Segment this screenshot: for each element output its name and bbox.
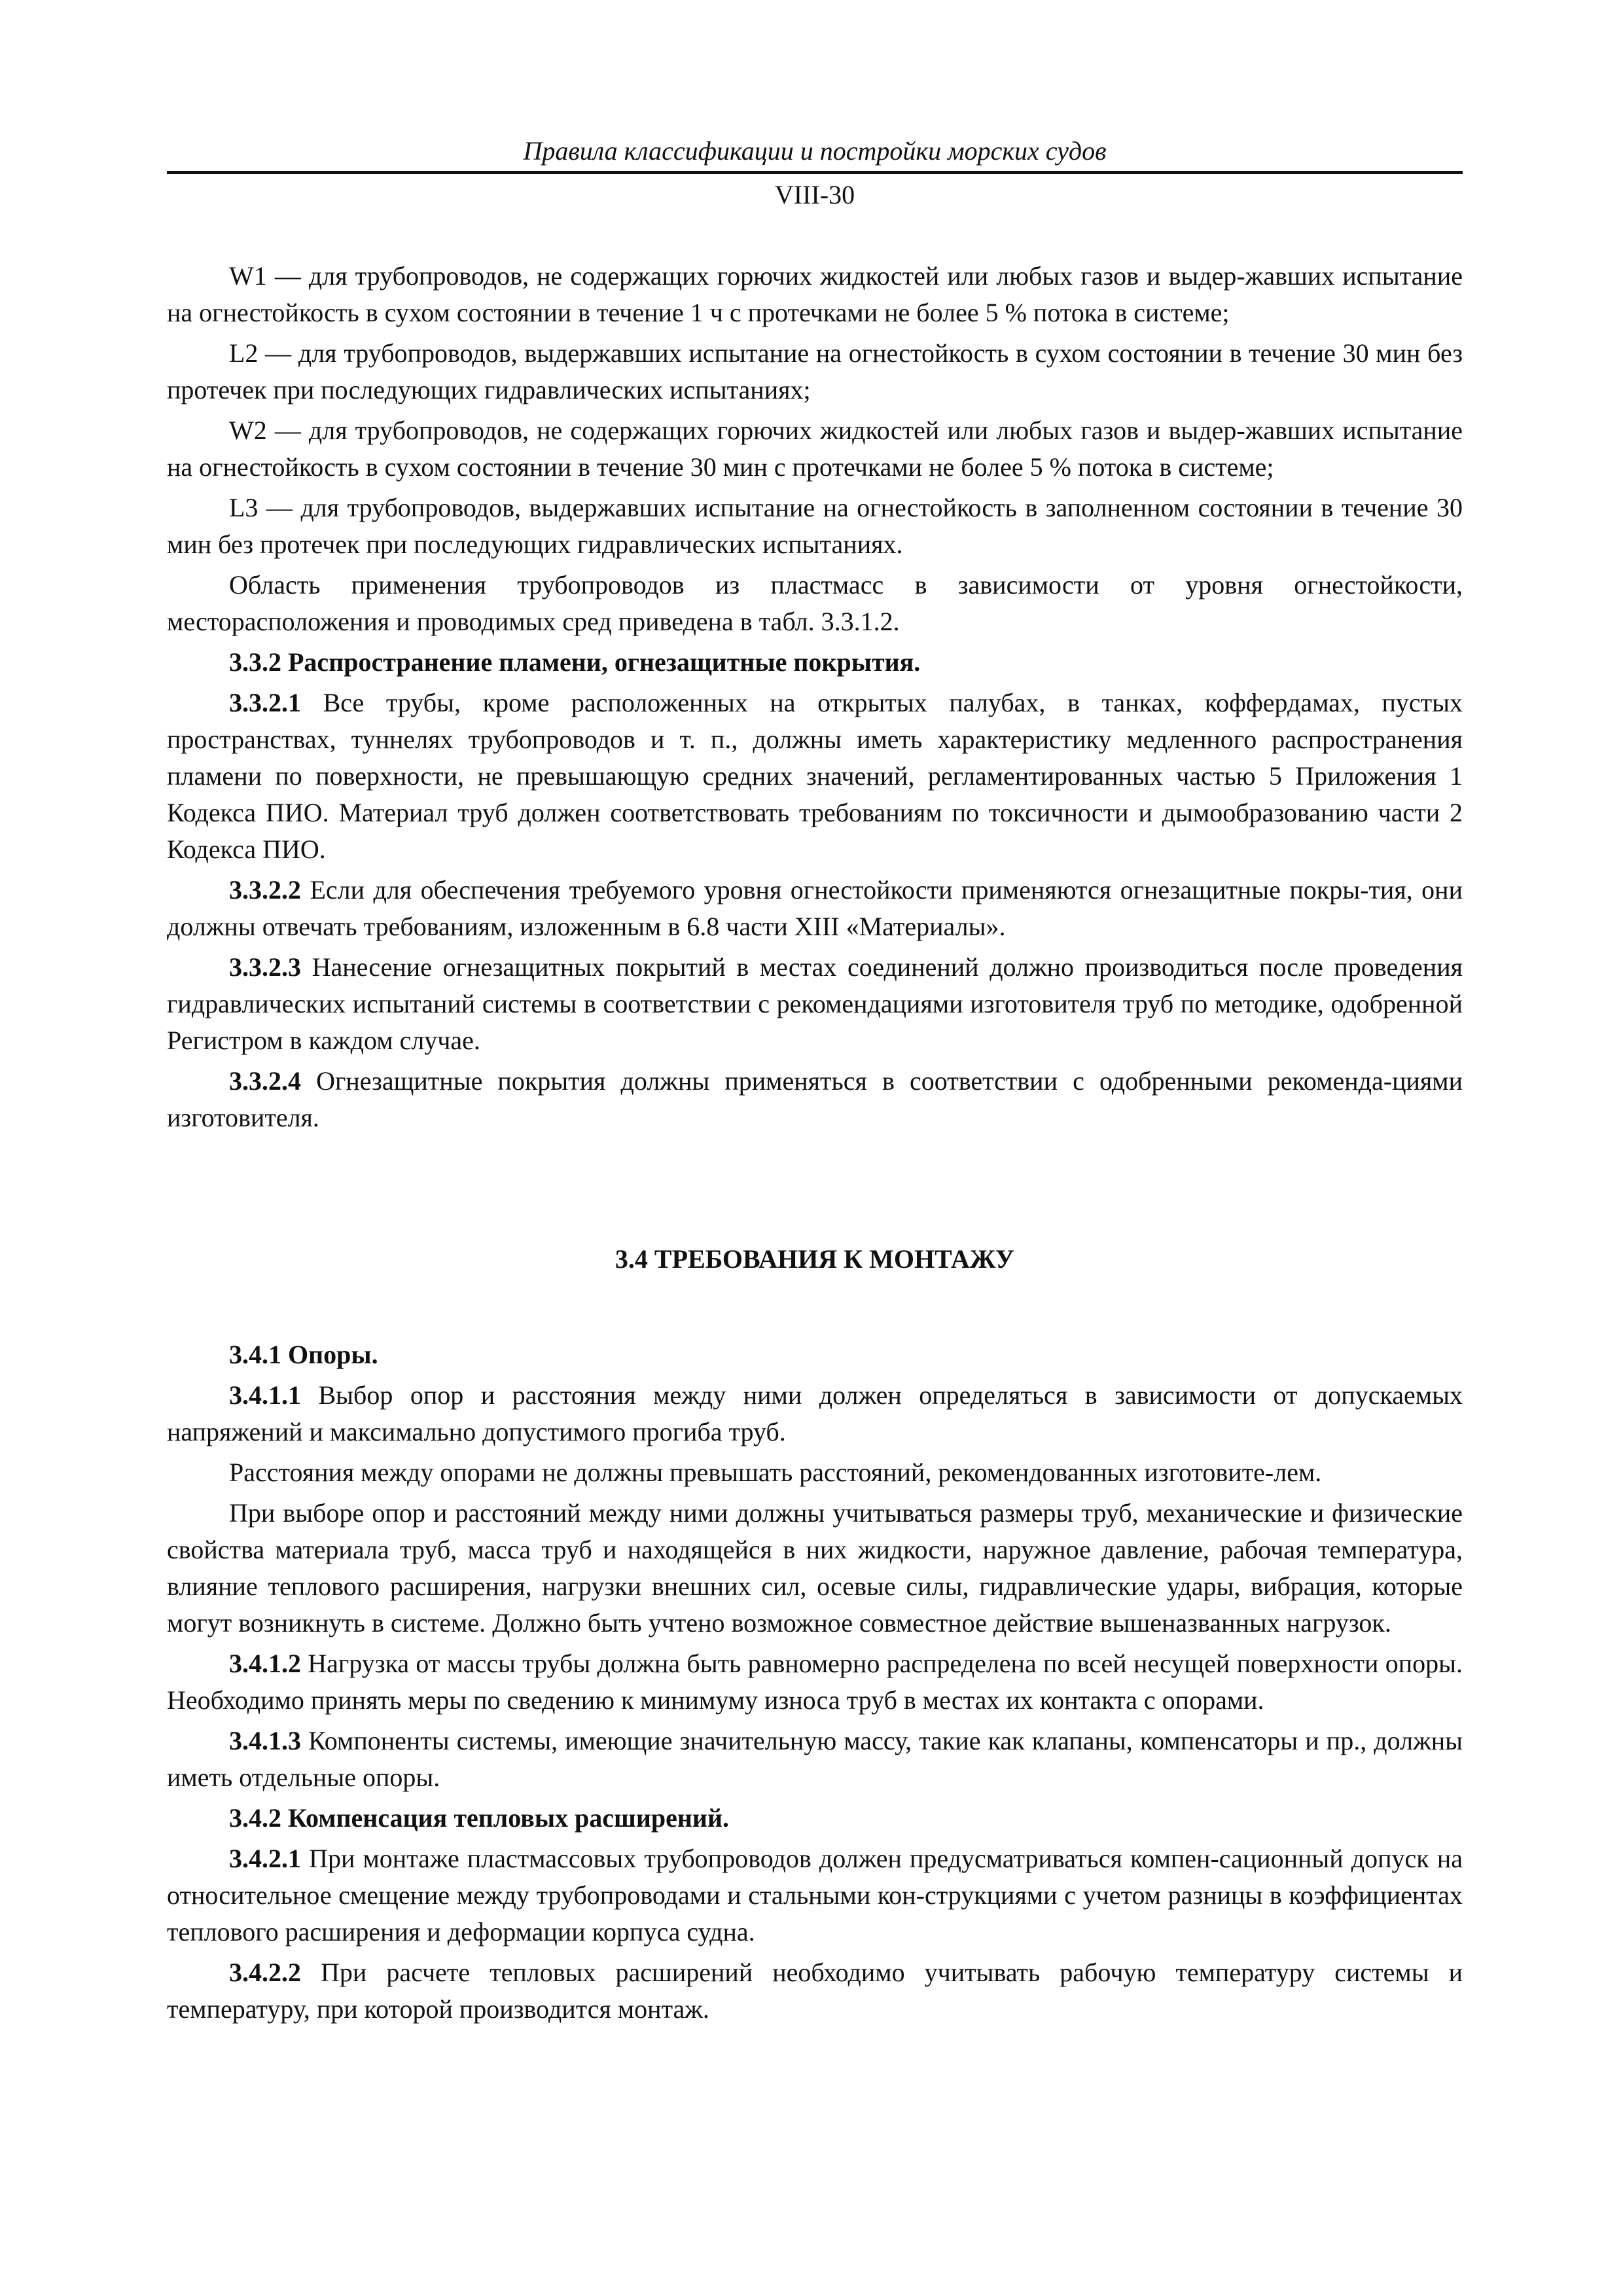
clause-text: Все трубы, кроме расположенных на открытых палубах, в танках, коффердамах, пустых пространствах, туннелях трубопроводов и т. п., должны иметь характеристику медленного распространения пламени по поверхности, не превышающую средних значений, регламентированных частью 5 Приложения 1 Кодекса ПИО. Материал труб должен соответствовать требованиям по токсичности и дымообразованию части 2 Кодекса ПИО.	[167, 688, 1463, 864]
clause-number: 3.4.2.2	[229, 1958, 301, 1987]
clause-3-3-2-1	[167, 685, 1463, 868]
paragraph-scope: Область применения трубопроводов из пластмасс в зависимости от уровня огнестойкости, месторасположения и проводимых сред приведена в табл. 3.3.1.2.	[167, 570, 1463, 636]
page-number: VIII-30	[774, 180, 855, 209]
clause-text: Огнезащитные покрытия должны применяться в соответствии с одобренными рекоменда-циями изготовителя.	[167, 1066, 1463, 1132]
paragraph-w1: W1 — для трубопроводов, не содержащих горючих жидкостей или любых газов и выдер-жавших испытание на огнестойкость в сухом состоянии в течение 1 ч с протечками не более 5 % потока в системе;	[167, 261, 1463, 327]
subsection-heading-3-4-1: 3.4.1 Опоры.	[229, 1340, 378, 1369]
paragraph-support-spacing: Расстояния между опорами не должны превышать расстояний, рекомендованных изготовите-лем.	[229, 1458, 1322, 1487]
header-divider	[167, 171, 1463, 174]
clause-3-4-2-2	[167, 1954, 1463, 2028]
clause-text: Нагрузка от массы трубы должна быть равномерно распределена по всей несущей поверхности опоры. Необходимо принять меры по сведению к минимуму износа труб в местах их контакта с опорами.	[167, 1649, 1463, 1715]
paragraph-w2: W2 — для трубопроводов, не содержащих горючих жидкостей или любых газов и выдер-жавших испытание на огнестойкость в сухом состоянии в течение 30 мин с протечками не более 5 % потока в системе;	[167, 416, 1463, 482]
clause-text: При расчете тепловых расширений необходимо учитывать рабочую температуру системы и температуру, при которой производится монтаж.	[167, 1958, 1463, 2024]
clause-3-4-1-2	[167, 1645, 1463, 1719]
clause-number: 3.4.2.1	[229, 1844, 301, 1873]
clause-text: Если для обеспечения требуемого уровня огнестойкости применяются огнезащитные покры-тия, они должны отвечать требованиям, изложенным в 6.8 части XIII «Материалы».	[167, 875, 1463, 941]
clause-text: Нанесение огнезащитных покрытий в местах соединений должно производиться после проведения гидравлических испытаний системы в соответствии с рекомендациями изготовителя труб по методике, одобренной Регистром в каждом случае.	[167, 952, 1463, 1055]
clause-number: 3.4.1.2	[229, 1649, 301, 1678]
document-page	[167, 134, 1463, 2028]
clause-3-4-1-1	[167, 1377, 1463, 1450]
clause-3-3-2-4	[167, 1063, 1463, 1136]
clause-text: При монтаже пластмассовых трубопроводов должен предусматриваться компен-сационный допуск на относительное смещение между трубопроводами и стальными кон-струкциями с учетом разницы в коэффициентах теплового расширения и деформации корпуса судна.	[167, 1844, 1463, 1946]
document-body	[167, 258, 1463, 2028]
paragraph-l2: L2 — для трубопроводов, выдержавших испытание на огнестойкость в сухом состоянии в течение 30 мин без протечек при последующих гидравлических испытаниях;	[167, 338, 1463, 404]
clause-text: Компоненты системы, имеющие значительную массу, такие как клапаны, компенсаторы и пр., должны иметь отдельные опоры.	[167, 1726, 1463, 1792]
clause-number: 3.3.2.2	[229, 875, 301, 905]
clause-3-4-2-1	[167, 1840, 1463, 1950]
clause-3-3-2-3	[167, 949, 1463, 1059]
clause-3-4-1-3	[167, 1723, 1463, 1796]
clause-3-3-2-2	[167, 872, 1463, 945]
section-title-3-4: 3.4 ТРЕБОВАНИЯ К МОНТАЖУ	[615, 1244, 1015, 1274]
clause-number: 3.3.2.1	[229, 688, 301, 717]
clause-number: 3.4.1.3	[229, 1726, 301, 1755]
subsection-heading-3-4-2: 3.4.2 Компенсация тепловых расширений.	[229, 1803, 730, 1833]
subsection-heading-3-3-2: 3.3.2 Распространение пламени, огнезащитные покрытия.	[229, 647, 921, 677]
clause-number: 3.3.2.3	[229, 952, 301, 982]
paragraph-l3: L3 — для трубопроводов, выдержавших испытание на огнестойкость в заполненном состоянии в течение 30 мин без протечек при последующих гидравлических испытаниях.	[167, 493, 1463, 559]
running-header-title: Правила классификации и постройки морских судов	[523, 136, 1107, 166]
clause-number: 3.3.2.4	[229, 1066, 301, 1096]
clause-number: 3.4.1.1	[229, 1380, 301, 1410]
paragraph-support-loads: При выборе опор и расстояний между ними должны учитываться размеры труб, механические и физические свойства материала труб, масса труб и находящейся в них жидкости, наружное давление, рабочая температура, влияние теплового расширения, нагрузки внешних сил, осевые силы, гидравлические удары, вибрация, которые могут возникнуть в системе. Должно быть учтено возможное совместное действие вышеназванных нагрузок.	[167, 1498, 1463, 1638]
clause-text: Выбор опор и расстояния между ними должен определяться в зависимости от допускаемых напряжений и максимально допустимого прогиба труб.	[167, 1380, 1463, 1446]
